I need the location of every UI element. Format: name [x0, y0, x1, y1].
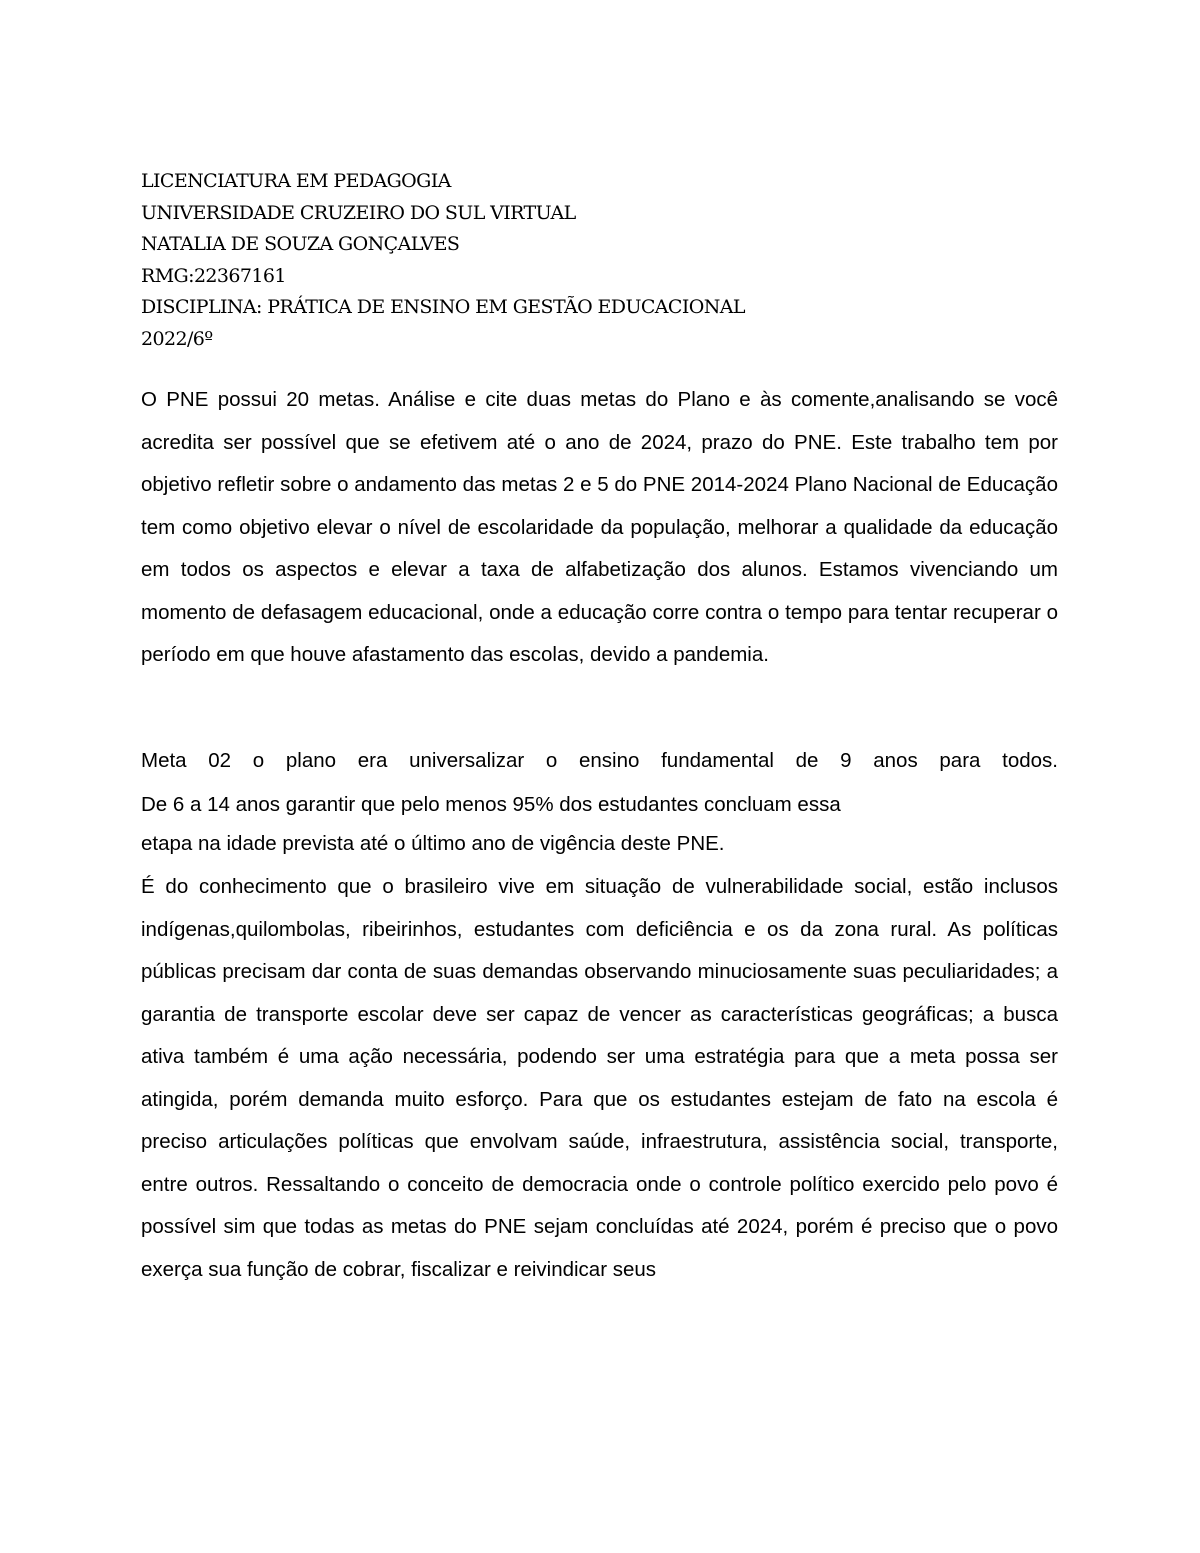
document-header [141, 166, 1061, 355]
vulnerability-paragraph: É do conhecimento que o brasileiro vive em situação de vulnerabilidade social, estão inclusos indígenas,quilombolas, ribeirinhos, estudantes com deficiência e os da zona rural. As políticas públicas precisam dar conta de suas demandas observando minuciosamente suas peculiaridades; a garantia de transporte escolar deve ser capaz de vencer as características geográficas; a busca ativa também é uma ação necessária, podendo ser uma estratégia para que a meta possa ser atingida, porém demanda muito esforço. Para que os estudantes estejam de fato na escola é preciso articulações políticas que envolvam saúde, infraestrutura, assistência social, transporte, entre outros. Ressaltando o conceito de democracia onde o controle político exercido pelo povo é possível sim que todas as metas do PNE sejam concluídas até 2024, porém é preciso que o povo exerça sua função de cobrar, fiscalizar e reivindicar seus [141, 875, 1058, 1281]
discipline-line: DISCIPLINA: PRÁTICA DE ENSINO EM GESTÃO EDUCACIONAL [141, 296, 745, 318]
meta-02-paragraph [141, 740, 1058, 783]
course-line: LICENCIATURA EM PEDAGOGIA [141, 170, 451, 192]
meta-02-line-2: De 6 a 14 anos garantir que pelo menos 95% dos estudantes concluam essa [141, 793, 841, 816]
intro-paragraph: O PNE possui 20 metas. Análise e cite duas metas do Plano e às comente,analisando se você acredita ser possível que se efetivem até o ano de 2024, prazo do PNE. Este trabalho tem por objetivo refletir sobre o andamento das metas 2 e 5 do PNE 2014-2024 Plano Nacional de Educação tem como objetivo elevar o nível de escolaridade da população, melhorar a qualidade da educação em todos os aspectos e elevar a taxa de alfabetização dos alunos. Estamos vivenciando um momento de defasagem educacional, onde a educação corre contra o tempo para tentar recuperar o período em que houve afastamento das escolas, devido a pandemia. [141, 388, 1058, 666]
university-line: UNIVERSIDADE CRUZEIRO DO SUL VIRTUAL [141, 201, 576, 224]
student-name-line: NATALIA DE SOUZA GONÇALVES [141, 233, 460, 255]
rmg-line: RMG:22367161 [141, 264, 286, 287]
meta-02-line-3: etapa na idade prevista até o último ano de vigência deste PNE. [141, 832, 725, 855]
meta-02-line-1: Meta 02 o plano era universalizar o ensino fundamental de 9 anos para todos. [141, 749, 1058, 772]
period-line: 2022/6º [141, 327, 213, 350]
